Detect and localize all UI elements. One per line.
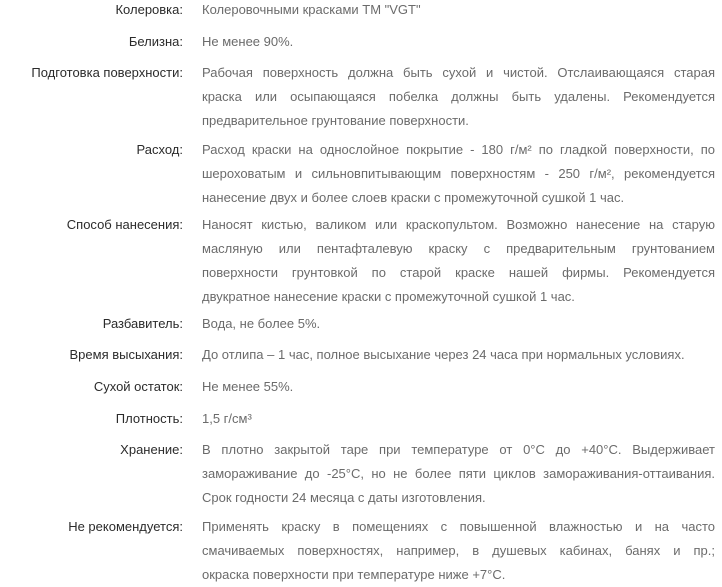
spec-label: Сухой остаток: [93, 379, 183, 394]
spec-label: Белизна: [128, 34, 183, 49]
spec-value-line: краска или осыпающаяся побелка должны быть удалены. Рекомендуется [202, 89, 715, 104]
spec-value [202, 375, 715, 399]
spec-value-line: окраска поверхности при температуре ниже +7°С. [202, 567, 506, 582]
spec-value-line: Не менее 55%. [202, 379, 294, 394]
spec-value-line: Расход краски на однослойное покрытие - 180 г/м² по гладкой поверхности, по [202, 142, 715, 157]
spec-value [202, 407, 715, 431]
spec-value-line: Применять краску в помещениях с повышенной влажностью и на часто [202, 519, 715, 534]
spec-value-line: нанесение двух и более слоев краски с промежуточной сушкой 1 час. [202, 190, 625, 205]
spec-value-line: Наносят кистью, валиком или краскопультом. Возможно нанесение на старую [202, 217, 715, 232]
spec-value-line: Колеровочными красками ТМ "VGT" [202, 2, 421, 17]
spec-value [202, 0, 715, 22]
spec-value [202, 312, 715, 336]
spec-value-line: Срок годности 24 месяца с даты изготовления. [202, 490, 486, 505]
spec-value [202, 213, 715, 309]
spec-label: Не рекомендуется: [68, 519, 183, 534]
spec-value [202, 438, 715, 510]
spec-label: Время высыхания: [69, 347, 183, 362]
spec-value-line: В плотно закрытой таре при температуре от 0°С до +40°С. Выдерживает [202, 442, 715, 457]
spec-value-line: Рабочая поверхность должна быть сухой и чистой. Отслаивающаяся старая [202, 65, 715, 80]
spec-value-line: Не менее 90%. [202, 34, 294, 49]
spec-value-line: 1,5 г/см³ [202, 411, 252, 426]
spec-value [202, 343, 715, 367]
spec-value-line: предварительное грунтование поверхности. [202, 113, 469, 128]
spec-value-line: шероховатым и сильновпитывающим поверхностям - 250 г/м², рекомендуется [202, 166, 715, 181]
spec-value [202, 515, 715, 587]
spec-label: Подготовка поверхности: [31, 65, 183, 80]
spec-label: Плотность: [115, 411, 183, 426]
spec-value-line: До отлипа – 1 час, полное высыхание через 24 часа при нормальных условиях. [202, 347, 685, 362]
spec-value-line: Вода, не более 5%. [202, 316, 321, 331]
spec-value [202, 61, 715, 133]
spec-value-line: замораживание до -25°С, но не более пяти циклов замораживания-оттаивания. [202, 466, 715, 481]
spec-label: Хранение: [120, 442, 183, 457]
spec-label: Способ нанесения: [66, 217, 183, 232]
spec-label: Разбавитель: [102, 316, 183, 331]
spec-value-line: поверхности грунтовкой по старой краске нашей фирмы. Рекомендуется [202, 265, 715, 280]
spec-value [202, 138, 715, 210]
spec-label: Колеровка: [115, 2, 183, 17]
spec-value-line: масляную или пентафталевую краску с предварительным грунтованием [202, 241, 715, 256]
spec-value-line: двукратное нанесение краски с промежуточной сушкой 1 час. [202, 289, 575, 304]
spec-label: Расход: [136, 142, 183, 157]
spec-value-line: смачиваемых поверхностях, например, в душевых кабинах, банях и пр.; [202, 543, 715, 558]
spec-value [202, 30, 715, 54]
